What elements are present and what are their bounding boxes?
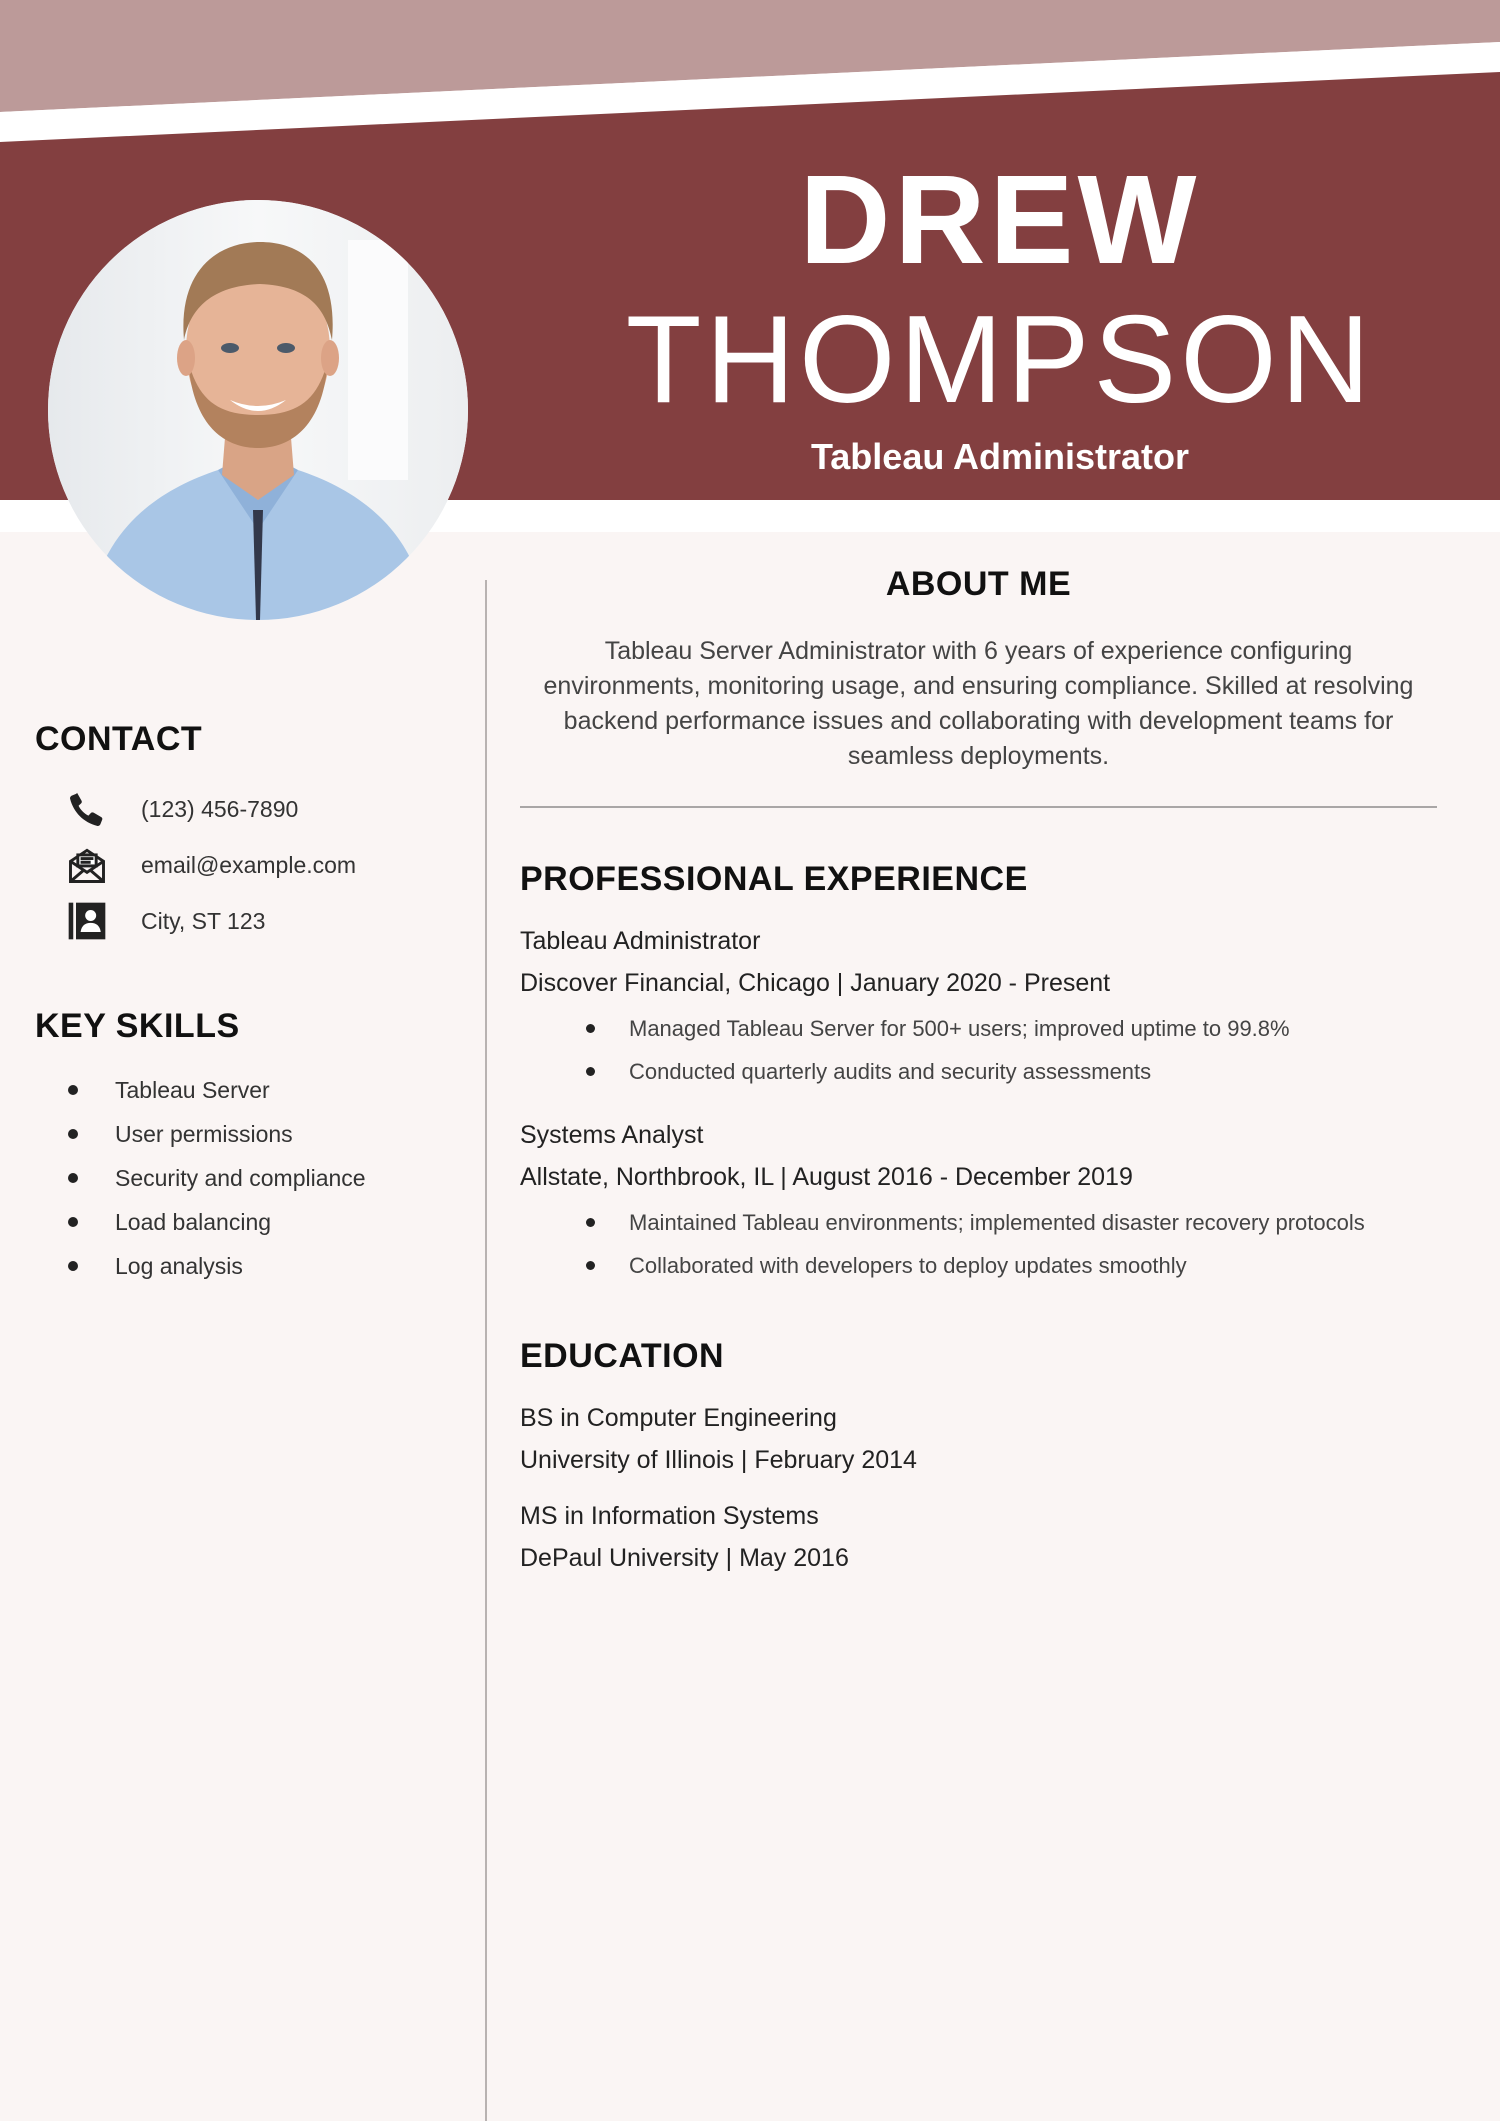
bullet-icon [68,1129,78,1139]
degree: MS in Information Systems [520,1502,819,1530]
about-divider [520,806,1437,808]
contact-phone [35,781,465,837]
email-text: email@example.com [141,851,357,878]
bullet-icon [68,1173,78,1183]
skill-item: Tableau Server [35,1068,465,1112]
profile-photo [48,200,468,620]
skill-item: User permissions [35,1112,465,1156]
address-text: City, ST 123 [141,907,266,934]
school: DePaul University | May 2016 [520,1544,849,1572]
job-bullet: Maintained Tableau environments; implemented disaster recovery protocols [520,1201,1437,1244]
job-bullets [520,1201,1437,1287]
education-section [520,1337,1437,1576]
job-bullets [520,1007,1437,1093]
about-text: Tableau Server Administrator with 6 years of experience configuring environments, monitoring usage, and ensuring compliance. Skilled at resolving backend performance issues and collaborating with development teams for seamless deployments. [543,637,1414,770]
main-column [520,565,1437,1576]
bullet-icon [68,1261,78,1271]
skill-item: Load balancing [35,1200,465,1244]
job-bullet: Conducted quarterly audits and security assessments [520,1050,1437,1093]
bullet-icon [68,1085,78,1095]
job-entry [520,923,1437,1093]
education-heading: EDUCATION [520,1337,725,1375]
address-book-icon [63,897,111,945]
job-bullet: Managed Tableau Server for 500+ users; improved uptime to 99.8% [520,1007,1437,1050]
job-role: Systems Analyst [520,1121,704,1149]
phone-icon [63,785,111,833]
email-icon [63,841,111,889]
last-name: THOMPSON [625,291,1375,429]
bullet-icon [68,1217,78,1227]
bullet-icon [586,1067,595,1076]
skills-list [35,1068,465,1288]
column-divider [485,580,487,2121]
first-name: DREW [799,149,1201,290]
job-bullet: Collaborated with developers to deploy updates smoothly [520,1244,1437,1287]
contact-address [35,893,465,949]
school: University of Illinois | February 2014 [520,1446,917,1474]
phone-text: (123) 456-7890 [141,795,299,822]
experience-heading: PROFESSIONAL EXPERIENCE [520,860,1028,898]
job-company: Discover Financial, Chicago | January 2020 - Present [520,969,1111,997]
job-role: Tableau Administrator [520,927,761,955]
profile-photo-illustration [48,200,468,620]
job-company: Allstate, Northbrook, IL | August 2016 - December 2019 [520,1163,1133,1191]
skills-section [35,1007,465,1288]
skills-heading: KEY SKILLS [35,1007,240,1045]
bullet-icon [586,1218,595,1227]
experience-section [520,860,1437,1287]
bullet-icon [586,1261,595,1270]
contact-email [35,837,465,893]
bullet-icon [586,1024,595,1033]
job-title: Tableau Administrator [810,436,1190,477]
skill-item: Security and compliance [35,1156,465,1200]
contact-heading: CONTACT [35,720,203,758]
job-entry [520,1117,1437,1287]
skill-item: Log analysis [35,1244,465,1288]
sidebar [35,720,465,1288]
degree: BS in Computer Engineering [520,1404,837,1432]
about-heading: ABOUT ME [885,565,1072,603]
